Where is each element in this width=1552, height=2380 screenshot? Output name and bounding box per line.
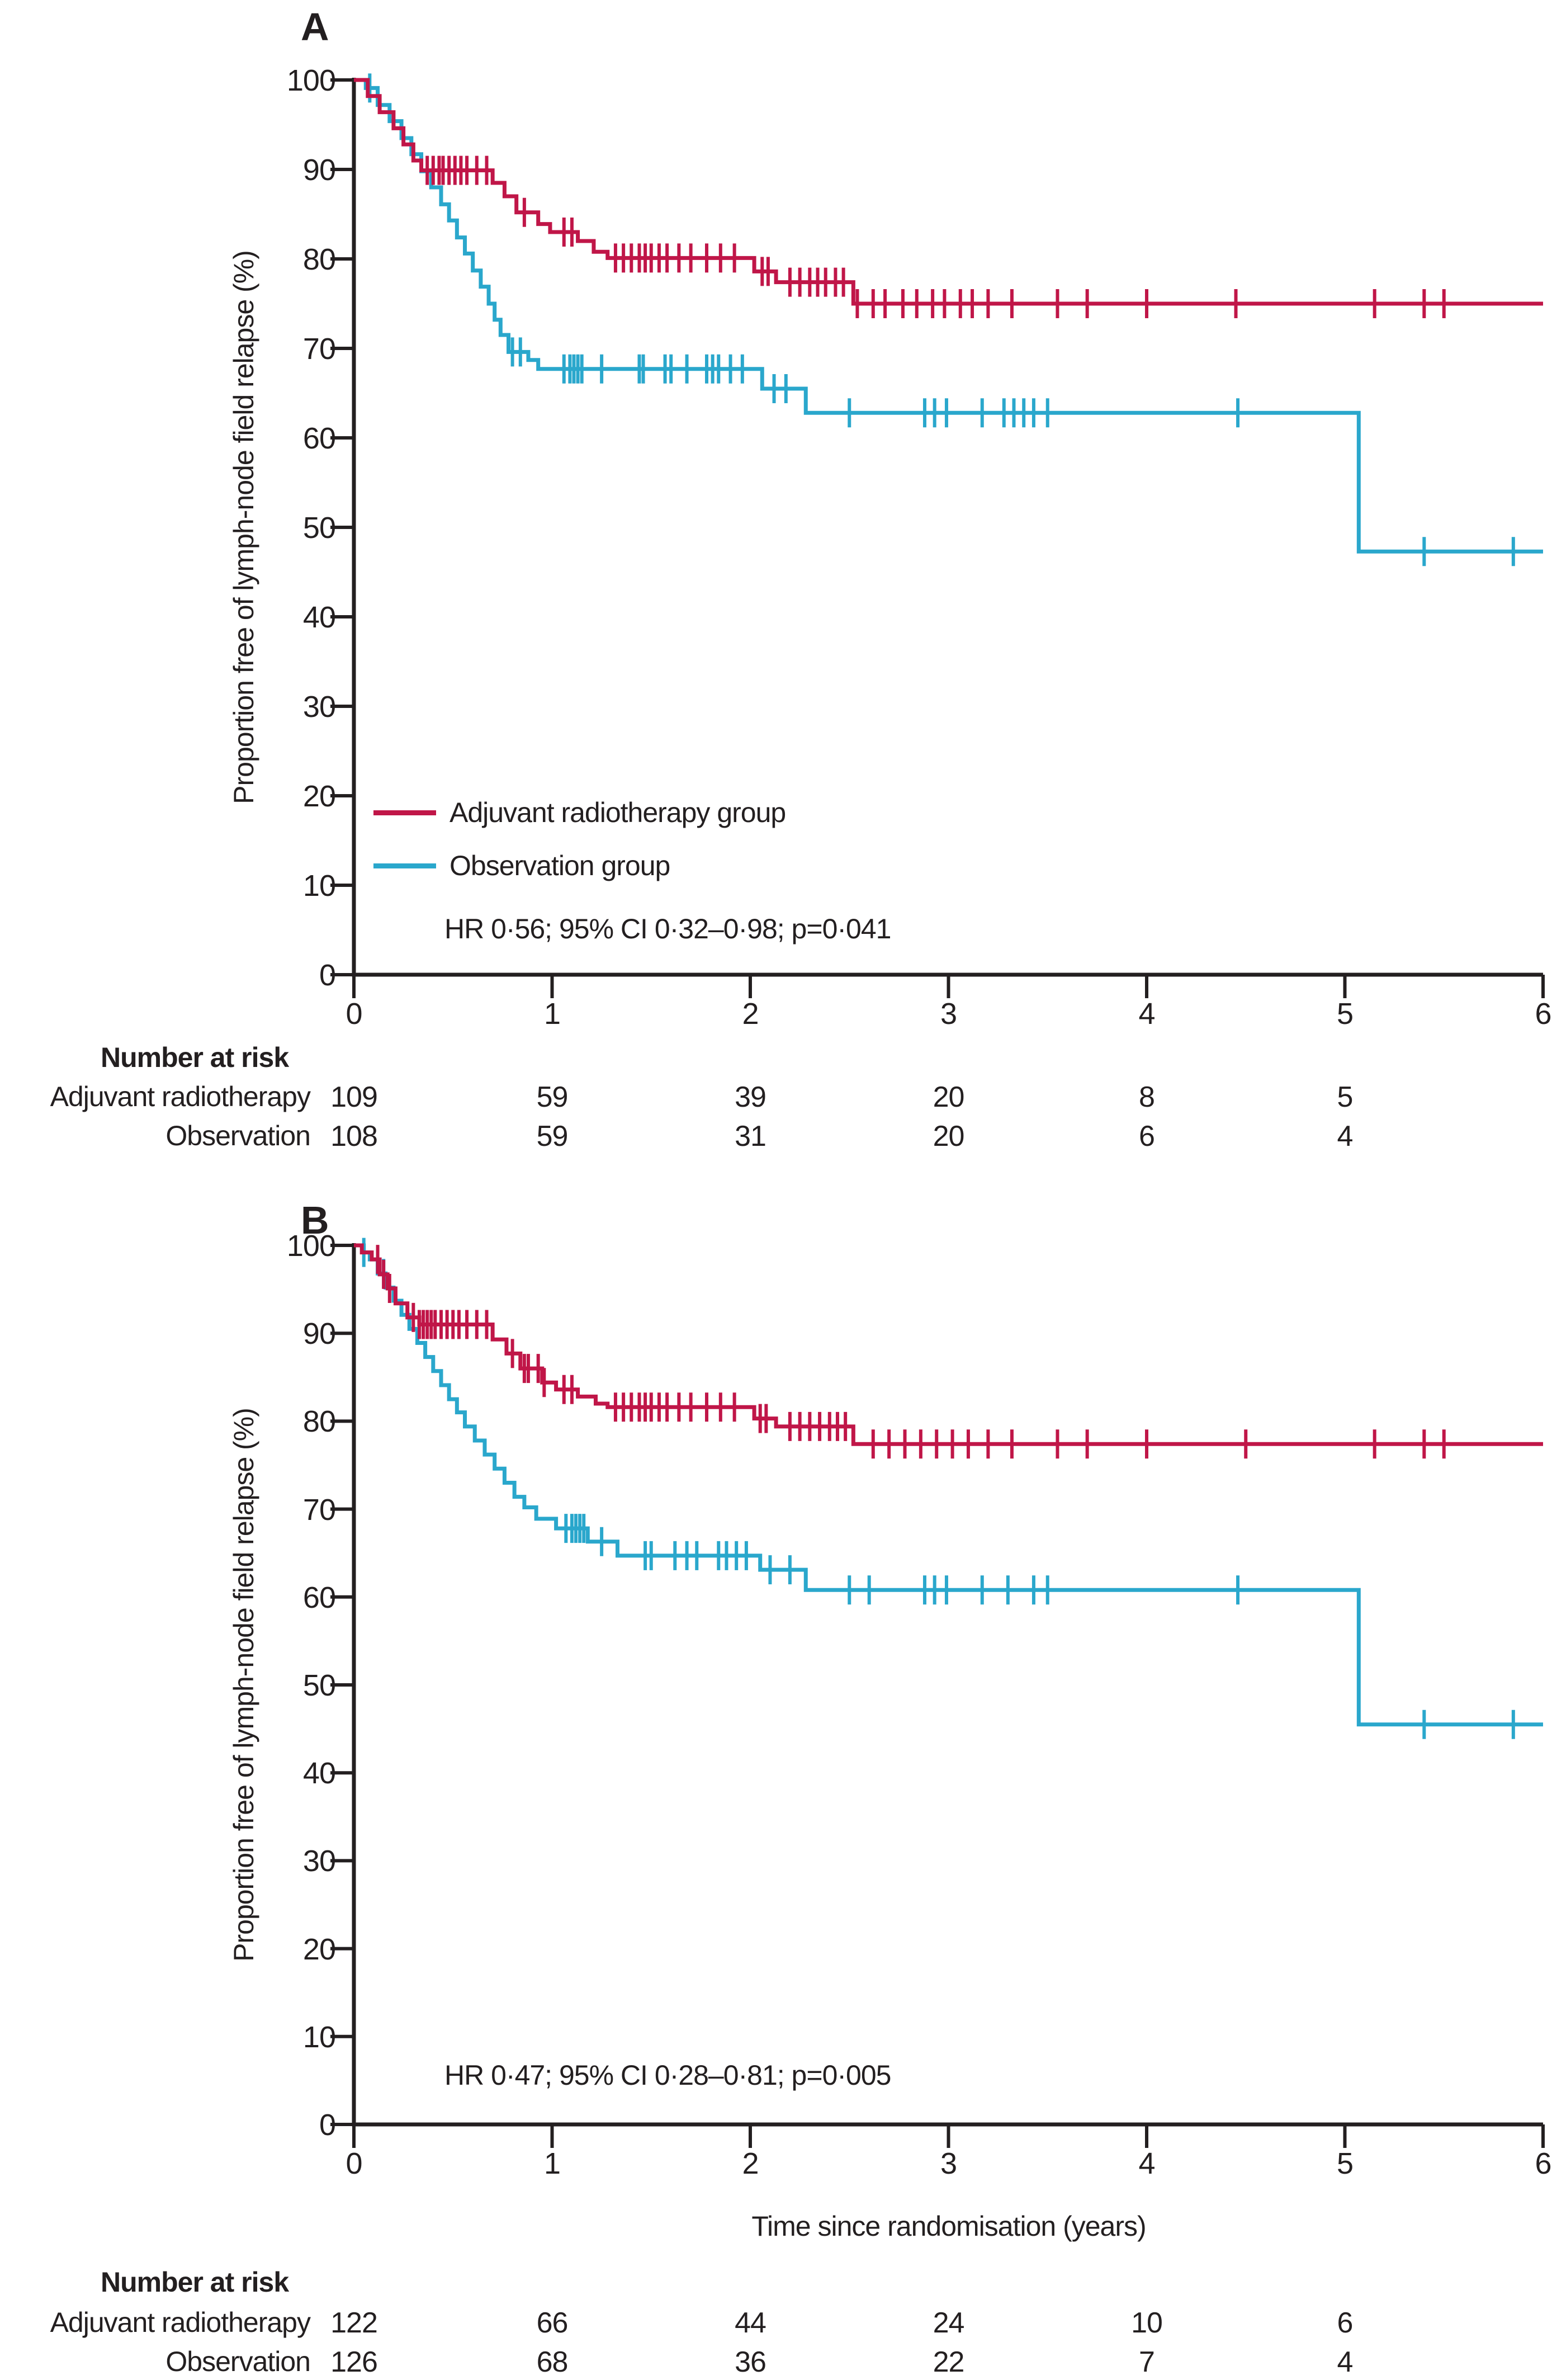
x-tick-label: 1 xyxy=(543,997,561,1031)
panel-b-risk-header: Number at risk xyxy=(101,2266,289,2298)
y-tick-label: 70 xyxy=(302,1493,335,1527)
panel-b-risk-row-label-adjuvant: Adjuvant radiotherapy xyxy=(50,2307,310,2338)
legend-label-observation: Observation group xyxy=(449,850,670,881)
risk-count: 59 xyxy=(536,1120,568,1153)
km-curve-observation-group xyxy=(354,1245,1543,1725)
adjuvant-line-swatch xyxy=(373,810,436,815)
x-tick-label: 2 xyxy=(742,2147,759,2180)
legend-item-observation xyxy=(373,849,670,882)
x-tick-label: 0 xyxy=(346,997,362,1031)
risk-count: 20 xyxy=(933,1081,964,1113)
x-tick-label: 5 xyxy=(1336,2147,1354,2180)
y-tick-label: 60 xyxy=(302,1580,335,1614)
panel-b-hr-annotation: HR 0·47; 95% CI 0·28–0·81; p=0·005 xyxy=(444,2060,891,2091)
risk-count: 126 xyxy=(330,2346,377,2378)
y-tick-label: 50 xyxy=(302,1669,335,1702)
panel-b xyxy=(330,1238,1543,2148)
risk-count: 68 xyxy=(536,2346,568,2378)
risk-count: 7 xyxy=(1139,2346,1154,2378)
risk-count: 22 xyxy=(933,2346,964,2378)
risk-count: 122 xyxy=(330,2307,377,2339)
y-tick-label: 60 xyxy=(302,422,335,455)
risk-count: 36 xyxy=(735,2346,766,2378)
panel-a-risk-header: Number at risk xyxy=(101,1042,289,1073)
x-tick-label: 2 xyxy=(742,997,759,1031)
km-curve-observation-group xyxy=(354,80,1543,551)
x-tick-label: 3 xyxy=(940,997,957,1031)
censor-marks-adjuvant-radiotherapy-group xyxy=(378,1245,1444,1458)
risk-count: 31 xyxy=(735,1120,766,1153)
risk-count: 44 xyxy=(735,2307,766,2339)
x-tick-label: 0 xyxy=(346,2147,362,2180)
risk-count: 39 xyxy=(735,1081,766,1113)
y-tick-label: 100 xyxy=(286,1229,335,1263)
y-tick-label: 0 xyxy=(319,958,335,992)
x-tick-label: 6 xyxy=(1535,997,1551,1031)
risk-count: 8 xyxy=(1139,1081,1154,1113)
risk-count: 6 xyxy=(1139,1120,1154,1153)
x-axis-title: Time since randomisation (years) xyxy=(751,2211,1146,2242)
y-tick-label: 100 xyxy=(286,64,335,97)
censor-marks-observation-group xyxy=(364,1238,1513,1739)
panel-a-y-axis-title: Proportion free of lymph-node field relapse (%) xyxy=(228,251,259,804)
x-tick-label: 1 xyxy=(543,2147,561,2180)
risk-count: 108 xyxy=(330,1120,377,1153)
panel-b-risk-row-label-observation: Observation xyxy=(165,2346,310,2377)
y-tick-label: 30 xyxy=(302,1844,335,1878)
y-tick-label: 10 xyxy=(302,2020,335,2054)
legend-label-adjuvant: Adjuvant radiotherapy group xyxy=(449,797,786,828)
risk-count: 5 xyxy=(1337,1081,1353,1113)
y-tick-label: 20 xyxy=(302,1932,335,1966)
panel-a-hr-annotation: HR 0·56; 95% CI 0·32–0·98; p=0·041 xyxy=(444,913,891,945)
km-curve-adjuvant-radiotherapy-group xyxy=(354,1245,1543,1444)
risk-count: 59 xyxy=(536,1081,568,1113)
x-tick-label: 5 xyxy=(1336,997,1354,1031)
km-curve-adjuvant-radiotherapy-group xyxy=(354,80,1543,304)
panel-b-label: B xyxy=(301,1198,329,1242)
legend-item-adjuvant xyxy=(373,796,786,829)
y-tick-label: 90 xyxy=(302,1317,335,1351)
y-tick-label: 80 xyxy=(302,243,335,276)
x-tick-label: 3 xyxy=(940,2147,957,2180)
y-tick-label: 40 xyxy=(302,1756,335,1791)
risk-count: 24 xyxy=(933,2307,964,2339)
x-tick-label: 4 xyxy=(1138,997,1155,1031)
censor-marks-observation-group xyxy=(370,73,1513,566)
y-tick-label: 0 xyxy=(319,2108,335,2142)
y-tick-label: 90 xyxy=(302,153,335,187)
y-tick-label: 70 xyxy=(302,332,335,366)
y-tick-label: 40 xyxy=(302,601,335,634)
panel-b-y-axis-title: Proportion free of lymph-node field relapse (%) xyxy=(228,1408,259,1962)
risk-count: 109 xyxy=(330,1081,377,1113)
panel-a-risk-row-label-adjuvant: Adjuvant radiotherapy xyxy=(50,1081,310,1112)
y-tick-label: 20 xyxy=(302,780,335,813)
panel-a-label: A xyxy=(301,5,329,49)
y-tick-label: 80 xyxy=(302,1405,335,1439)
risk-count: 4 xyxy=(1337,1120,1353,1153)
risk-count: 10 xyxy=(1131,2307,1162,2339)
y-tick-label: 50 xyxy=(302,511,335,545)
risk-count: 66 xyxy=(536,2307,568,2339)
risk-count: 6 xyxy=(1337,2307,1353,2339)
panel-a-risk-row-label-observation: Observation xyxy=(165,1120,310,1151)
y-tick-label: 10 xyxy=(302,869,335,903)
y-tick-label: 30 xyxy=(302,690,335,724)
x-tick-label: 6 xyxy=(1535,2147,1551,2180)
x-tick-label: 4 xyxy=(1138,2147,1155,2180)
risk-count: 4 xyxy=(1337,2346,1353,2378)
risk-count: 20 xyxy=(933,1120,964,1153)
observation-line-swatch xyxy=(373,863,436,868)
